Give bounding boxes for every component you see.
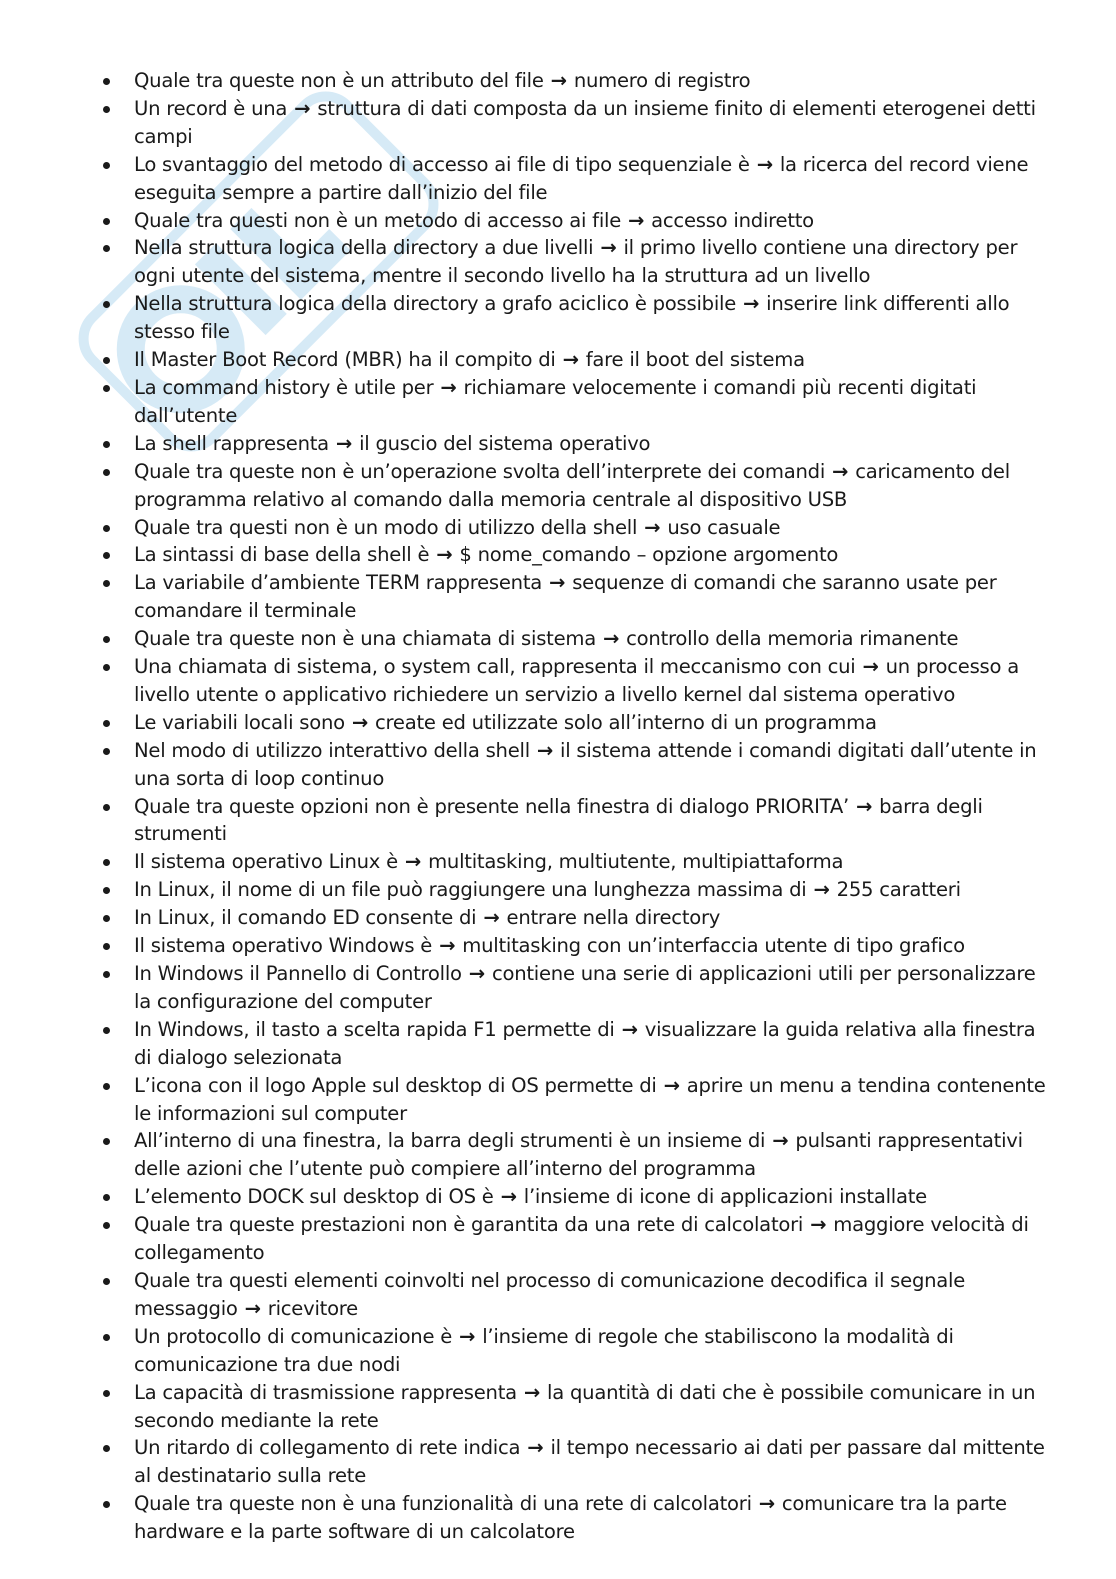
list-item (0, 1323, 1116, 1379)
question-text: La command history è utile per (134, 375, 434, 399)
bullet-icon (103, 1194, 110, 1201)
answer-text: il primo livello contiene una directory per ogni utente del sistema, mentre il secondo livello ha la struttura ad un livello (134, 236, 1018, 288)
arrow-right-icon: → (832, 459, 849, 483)
bullet-icon (103, 971, 110, 978)
arrow-right-icon: → (244, 1296, 261, 1320)
answer-text: l’insieme di icone di applicazioni installate (523, 1185, 927, 1209)
arrow-right-icon: → (855, 794, 873, 818)
arrow-right-icon: → (621, 1017, 638, 1041)
question-text: Un record è una (134, 96, 288, 120)
question-text: Lo svantaggio del metodo di accesso ai file di tipo sequenziale è (134, 152, 750, 176)
list-item (0, 1490, 1116, 1546)
bullet-icon (103, 78, 110, 85)
question-text: Nella struttura logica della directory a grafo aciclico è possibile (134, 292, 737, 316)
list-item (0, 1211, 1116, 1267)
list-item (0, 960, 1116, 1016)
bullet-icon (103, 1390, 110, 1397)
list-item (0, 151, 1116, 207)
arrow-right-icon: → (862, 655, 879, 679)
bullet-icon (103, 1222, 110, 1229)
bullet-icon (103, 525, 110, 532)
arrow-right-icon: → (756, 152, 773, 176)
question-text: La sintassi di base della shell è (134, 543, 430, 567)
answer-text: multitasking con un’interfaccia utente di tipo grafico (462, 934, 965, 958)
bullet-icon (103, 441, 110, 448)
bullet-icon (103, 859, 110, 866)
list-item (0, 793, 1116, 849)
answer-text: il guscio del sistema operativo (359, 431, 651, 455)
answer-text: fare il boot del sistema (585, 348, 805, 372)
list-item (0, 346, 1116, 374)
answer-text: visualizzare la guida relativa alla finestra di dialogo selezionata (134, 1017, 1036, 1069)
answer-text: l’insieme di regole che stabiliscono la modalità di comunicazione tra due nodi (134, 1324, 954, 1376)
answer-text: caricamento del programma relativo al comando dalla memoria centrale al dispositivo USB (134, 459, 1010, 511)
question-text: La shell rappresenta (134, 431, 329, 455)
question-text: Nella struttura logica della directory a due livelli (134, 236, 594, 260)
answer-text: struttura di dati composta da un insieme finito di elementi eterogenei detti campi (134, 96, 1036, 148)
list-item (0, 430, 1116, 458)
arrow-right-icon: → (743, 292, 760, 316)
answer-text: 255 caratteri (836, 878, 961, 902)
bullet-icon (103, 301, 110, 308)
list-item (0, 95, 1116, 151)
list-item (0, 1127, 1116, 1183)
bullet-icon (103, 748, 110, 755)
question-text: Quale tra queste non è una chiamata di sistema (134, 627, 596, 651)
question-text: Quale tra queste opzioni non è presente nella finestra di dialogo PRIORITA’ (134, 794, 849, 818)
list-item (0, 514, 1116, 542)
arrow-right-icon: → (500, 1185, 517, 1209)
list-item (0, 1183, 1116, 1211)
bullet-icon (103, 1445, 110, 1452)
arrow-right-icon: → (810, 1213, 827, 1237)
question-text: Il Master Boot Record (MBR) ha il compito di (134, 348, 556, 372)
answer-text: numero di registro (573, 69, 751, 92)
question-text: La capacità di trasmissione rappresenta (134, 1380, 517, 1404)
bullet-icon (103, 106, 110, 113)
bullet-icon (103, 1083, 110, 1090)
bullet-icon (103, 1501, 110, 1508)
question-answer-list (0, 67, 1116, 1546)
answer-text: $ nome_comando – opzione argomento (459, 543, 839, 567)
answer-text: un processo a livello utente o applicativo richiedere un servizio a livello kernel dal sistema operativo (134, 655, 1019, 706)
question-text: Le variabili locali sono (134, 710, 345, 734)
list-item (0, 1016, 1116, 1072)
question-text: Quale tra questi non è un modo di utilizzo della shell (134, 515, 638, 539)
question-text: In Linux, il comando ED consente di (134, 906, 477, 930)
list-item (0, 541, 1116, 569)
list-item (0, 1379, 1116, 1435)
question-text: Quale tra queste prestazioni non è garantita da una rete di calcolatori (134, 1213, 804, 1237)
bullet-icon (103, 162, 110, 169)
list-item (0, 625, 1116, 653)
answer-text: entrare nella directory (506, 906, 721, 930)
list-item (0, 1267, 1116, 1323)
list-item (0, 67, 1116, 95)
question-text: In Windows il Pannello di Controllo (134, 962, 462, 985)
question-text: Un ritardo di collegamento di rete indica (134, 1436, 521, 1460)
list-item (0, 932, 1116, 960)
list-item (0, 848, 1116, 876)
answer-text: maggiore velocità di collegamento (134, 1213, 1029, 1265)
list-item (0, 904, 1116, 932)
arrow-right-icon: → (562, 348, 579, 372)
arrow-right-icon: → (483, 906, 500, 930)
question-text: Nel modo di utilizzo interattivo della shell (134, 738, 530, 762)
bullet-icon (103, 1027, 110, 1034)
bullet-icon (103, 580, 110, 587)
arrow-right-icon: → (404, 850, 422, 874)
arrow-right-icon: → (351, 710, 369, 734)
arrow-right-icon: → (772, 1129, 789, 1153)
question-text: L’elemento DOCK sul desktop di OS è (134, 1185, 494, 1209)
answer-text: inserire link differenti allo stesso file (134, 292, 1010, 344)
list-item (0, 569, 1116, 625)
question-text: Quale tra questi non è un metodo di accesso ai file (134, 208, 622, 232)
answer-text: richiamare velocemente i comandi più recenti digitati dall’utente (134, 375, 977, 427)
list-item (0, 653, 1116, 709)
arrow-right-icon: → (468, 962, 485, 985)
bullet-icon (103, 1278, 110, 1285)
question-text: Un protocollo di comunicazione è (134, 1324, 453, 1348)
arrow-right-icon: → (602, 627, 620, 651)
answer-text: pulsanti rappresentativi delle azioni che l’utente può compiere all’interno del programma (134, 1129, 1023, 1181)
answer-text: il tempo necessario ai dati per passare dal mittente al destinatario sulla rete (134, 1436, 1045, 1488)
arrow-right-icon: → (536, 738, 554, 762)
arrow-right-icon: → (813, 878, 830, 902)
question-text: Quale tra queste non è un attributo del file (134, 69, 544, 92)
bullet-icon (103, 385, 110, 392)
bullet-icon (103, 636, 110, 643)
question-text: Il sistema operativo Windows è (134, 934, 433, 958)
bullet-icon (103, 664, 110, 671)
arrow-right-icon: → (549, 571, 566, 595)
arrow-right-icon: → (294, 96, 311, 120)
bullet-icon (103, 1138, 110, 1145)
arrow-right-icon: → (550, 69, 567, 92)
list-item (0, 709, 1116, 737)
answer-text: contiene una serie di applicazioni utili per personalizzare la configurazione del computer (134, 962, 1036, 1013)
list-item (0, 876, 1116, 904)
arrow-right-icon: → (335, 431, 353, 455)
answer-text: aprire un menu a tendina contenente le informazioni sul computer (134, 1073, 1046, 1125)
list-item (0, 458, 1116, 514)
question-text: Il sistema operativo Linux è (134, 850, 398, 874)
list-item (0, 1434, 1116, 1490)
answer-text: controllo della memoria rimanente (626, 627, 959, 651)
answer-text: ricevitore (267, 1296, 358, 1320)
answer-text: sequenze di comandi che saranno usate per comandare il terminale (134, 571, 997, 623)
arrow-right-icon: → (523, 1380, 541, 1404)
bullet-icon (103, 915, 110, 922)
list-item (0, 290, 1116, 346)
bullet-icon (103, 1334, 110, 1341)
arrow-right-icon: → (644, 515, 661, 539)
arrow-right-icon: → (628, 208, 645, 232)
arrow-right-icon: → (440, 375, 457, 399)
question-text: Una chiamata di sistema, o system call, rappresenta il meccanismo con cui (134, 655, 856, 679)
bullet-icon (103, 943, 110, 950)
bullet-icon (103, 720, 110, 727)
question-text: Quale tra queste non è una funzionalità di una rete di calcolatori (134, 1492, 752, 1516)
list-item (0, 374, 1116, 430)
bullet-icon (103, 469, 110, 476)
question-text: In Linux, il nome di un file può raggiungere una lunghezza massima di (134, 878, 807, 902)
answer-text: la quantità di dati che è possibile comunicare in un secondo mediante la rete (134, 1380, 1036, 1432)
arrow-right-icon: → (600, 236, 617, 260)
bullet-icon (103, 245, 110, 252)
arrow-right-icon: → (527, 1436, 544, 1460)
arrow-right-icon: → (439, 934, 456, 958)
arrow-right-icon: → (436, 543, 453, 567)
answer-text: comunicare tra la parte hardware e la parte software di un calcolatore (134, 1492, 1007, 1544)
arrow-right-icon: → (459, 1324, 476, 1348)
answer-text: accesso indiretto (651, 208, 814, 232)
list-item (0, 737, 1116, 793)
question-text: Quale tra queste non è un’operazione svolta dell’interprete dei comandi (134, 459, 826, 483)
bullet-icon (103, 804, 110, 811)
bullet-icon (103, 887, 110, 894)
answer-text: create ed utilizzate solo all’interno di un programma (375, 710, 877, 734)
answer-text: la ricerca del record viene eseguita sempre a partire dall’inizio del file (134, 152, 1029, 204)
bullet-icon (103, 552, 110, 559)
question-text: Quale tra questi elementi coinvolti nel processo di comunicazione decodifica il segnale messaggio (134, 1268, 966, 1320)
question-text: In Windows, il tasto a scelta rapida F1 permette di (134, 1017, 615, 1041)
list-item (0, 207, 1116, 235)
list-item (0, 1072, 1116, 1128)
question-text: La variabile d’ambiente TERM rappresenta (134, 571, 543, 595)
question-text: All’interno di una finestra, la barra degli strumenti è un insieme di (134, 1129, 766, 1153)
answer-text: il sistema attende i comandi digitati dall’utente in una sorta di loop continuo (134, 738, 1037, 790)
arrow-right-icon: → (663, 1073, 680, 1097)
list-item (0, 234, 1116, 290)
answer-text: uso casuale (667, 515, 781, 539)
arrow-right-icon: → (758, 1492, 775, 1516)
bullet-icon (103, 218, 110, 225)
bullet-icon (103, 357, 110, 364)
question-text: L’icona con il logo Apple sul desktop di OS permette di (134, 1073, 657, 1097)
answer-text: barra degli strumenti (134, 794, 983, 846)
answer-text: multitasking, multiutente, multipiattaforma (428, 850, 844, 874)
